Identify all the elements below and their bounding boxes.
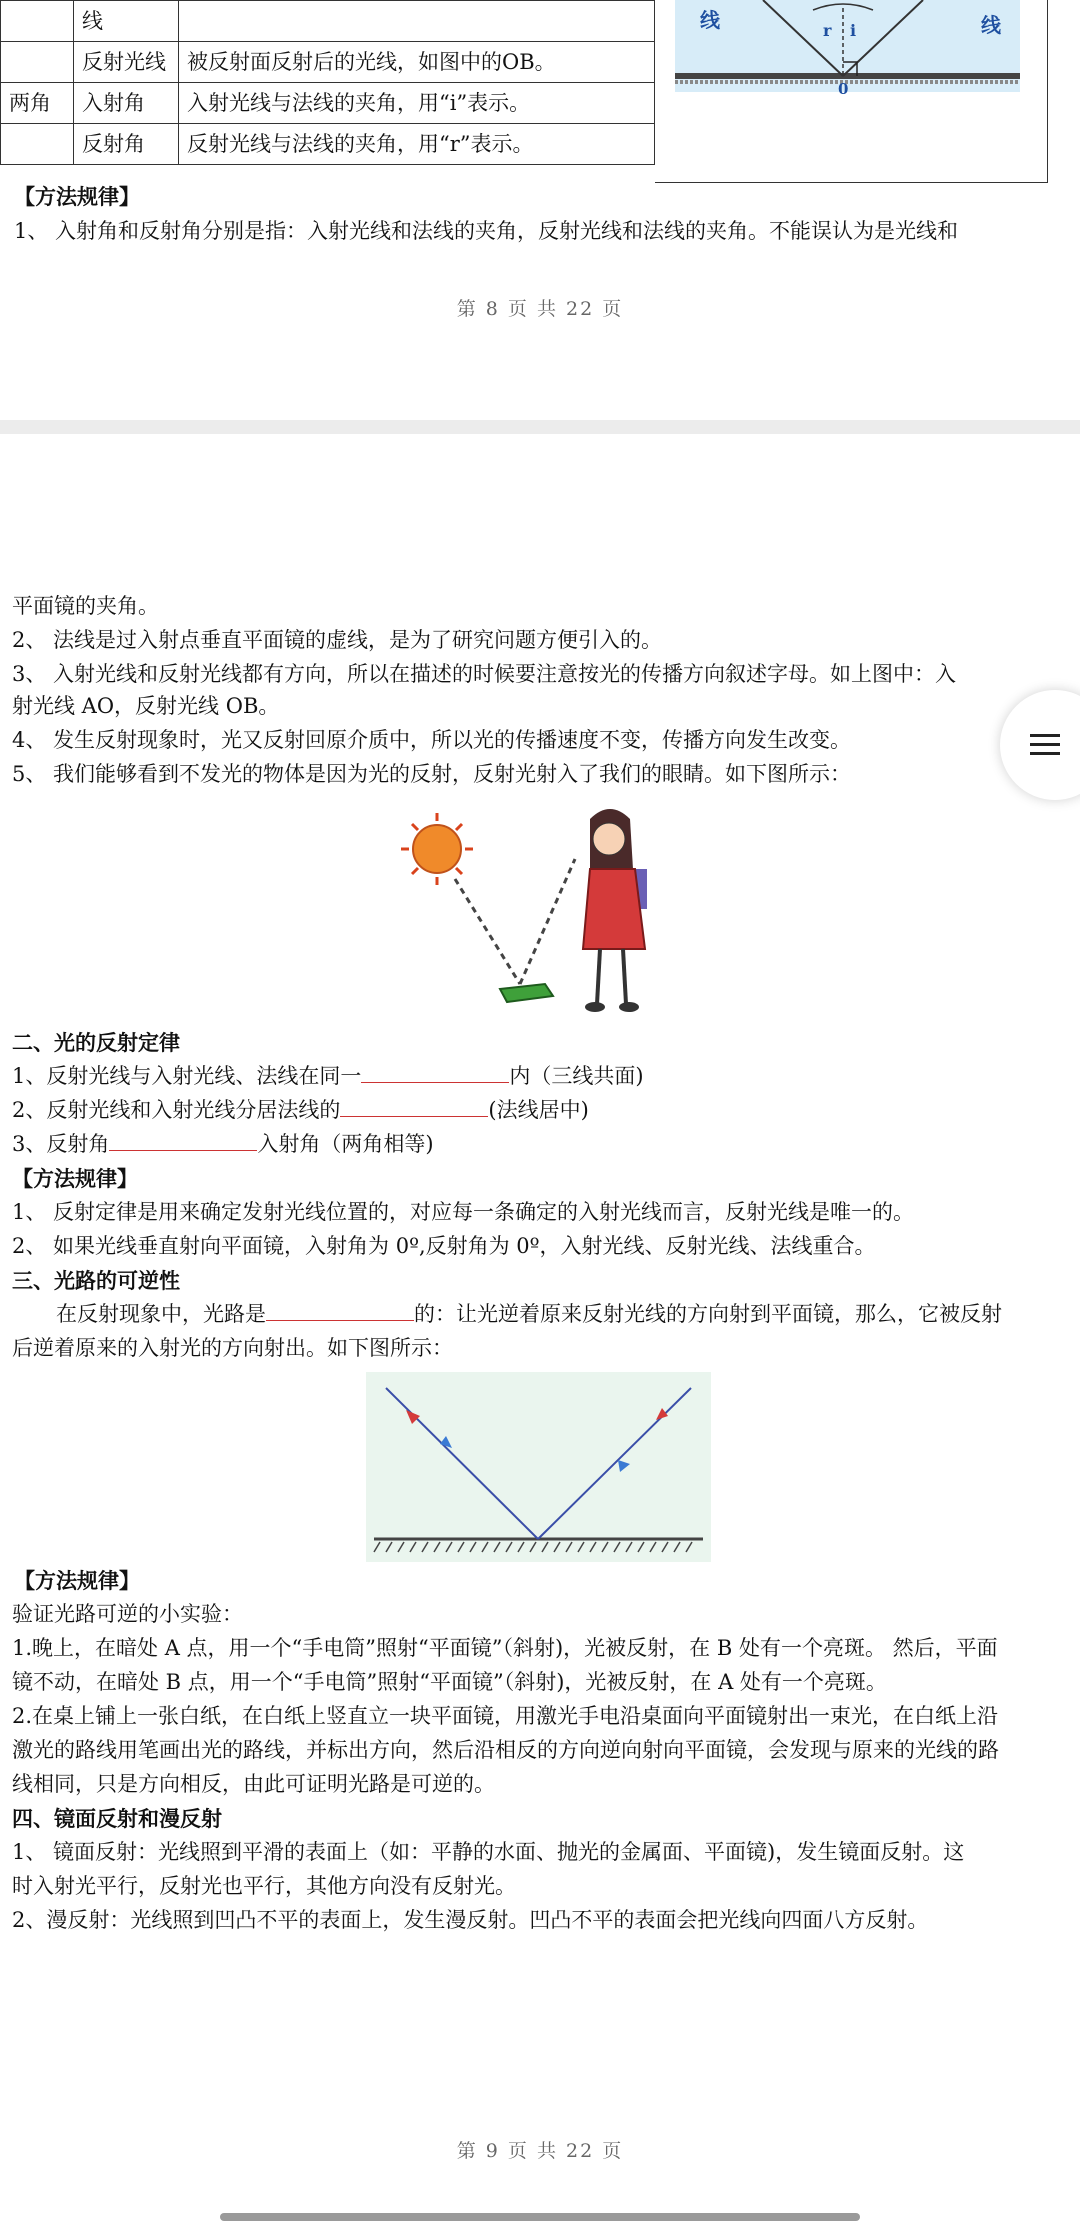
table-cell: 反射角 <box>74 124 179 165</box>
book-icon <box>500 984 553 1002</box>
reflection-terms-table <box>0 0 655 165</box>
diagram-label: i <box>850 21 857 40</box>
paragraph: 2、漫反射：光线照到凹凸不平的表面上，发生漫反射。凹凸不平的表面会把光线向四面八方反射。 <box>12 1908 929 1932</box>
fill-in-blank <box>340 1094 488 1117</box>
method-heading: 【方法规律】 <box>14 1568 140 1593</box>
page-gap <box>0 420 1080 434</box>
law-line <box>12 1060 644 1093</box>
reversible-path-diagram <box>366 1372 711 1562</box>
method-heading: 【方法规律】 <box>14 184 140 209</box>
paragraph: 1、 入射角和反射角分别是指：入射光线和法线的夹角，反射光线和法线的夹角。不能误认为是光线和 <box>14 219 959 243</box>
table-cell <box>179 1 655 42</box>
table-cell: 两角 <box>1 83 74 124</box>
paragraph: 2、 如果光线垂直射向平面镜，入射角为 0º,反射角为 0º，入射光线、反射光线、法线重合。 <box>12 1234 876 1258</box>
hamburger-menu-icon <box>1030 734 1060 756</box>
table-row <box>1 83 655 124</box>
paragraph: 后逆着原来的入射光的方向射出。如下图所示： <box>12 1336 453 1360</box>
table-cell <box>1 124 74 165</box>
home-indicator[interactable] <box>220 2213 860 2221</box>
paragraph: 线相同，只是方向相反，由此可证明光路是可逆的。 <box>12 1772 495 1796</box>
paragraph: 5、 我们能够看到不发光的物体是因为光的反射，反射光射入了我们的眼睛。如下图所示： <box>12 762 852 786</box>
paragraph: 4、 发生反射现象时，光又反射回原介质中，所以光的传播速度不变，传播方向发生改变。 <box>12 728 852 752</box>
section-heading: 二、光的反射定律 <box>12 1030 180 1055</box>
reflection-diagram-cell <box>655 0 1048 183</box>
paragraph: 3、 入射光线和反射光线都有方向，所以在描述的时候要注意按光的传播方向叙述字母。如上图中：入 <box>12 662 957 686</box>
paragraph: 1、 反射定律是用来确定发射光线位置的，对应每一条确定的入射光线而言，反射光线是唯一的。 <box>12 1200 915 1224</box>
law-text: 内（三线共面) <box>509 1064 644 1088</box>
page-footer: 第 8 页 共 22 页 <box>456 298 624 320</box>
paragraph: 1、 镜面反射：光线照到平滑的表面上（如：平静的水面、抛光的金属面、平面镜)，发生镜面反射。这 <box>12 1840 965 1864</box>
diagram-label: 线 <box>700 8 720 32</box>
para-text: 在反射现象中，光路是 <box>56 1302 266 1326</box>
table-row <box>1 1 655 42</box>
sun-icon <box>401 813 473 885</box>
law-text: 2、反射光线和入射光线分居法线的 <box>12 1098 341 1122</box>
reflection-angle-diagram <box>663 0 1033 95</box>
table-cell <box>1 42 74 83</box>
section-heading: 三、光路的可逆性 <box>12 1268 180 1293</box>
paragraph: 激光的路线用笔画出光的路线，并标出方向，然后沿相反的方向逆向射向平面镜，会发现与原来的光线的路 <box>12 1738 999 1762</box>
paragraph: 平面镜的夹角。 <box>12 594 159 618</box>
law-line <box>12 1094 589 1127</box>
diagram-label: 0 <box>838 80 849 95</box>
law-text: (法线居中) <box>488 1098 589 1122</box>
method-heading: 【方法规律】 <box>12 1166 138 1191</box>
paragraph: 射光线 AO，反射光线 OB。 <box>12 694 280 718</box>
paragraph: 镜不动，在暗处 B 点，用一个“手电筒”照射“平面镜”（斜射)，光被反射，在 A 处有一个亮斑。 <box>12 1670 887 1694</box>
sun-book-girl-illustration <box>395 799 685 1029</box>
fill-in-blank <box>361 1060 509 1083</box>
table-cell: 入射光线与法线的夹角，用“i”表示。 <box>179 83 655 124</box>
fill-in-blank <box>266 1298 414 1321</box>
paragraph <box>56 1298 1002 1331</box>
law-line <box>12 1128 434 1161</box>
para-text: 的：让光逆着原来反射光线的方向射到平面镜，那么，它被反射 <box>414 1302 1002 1326</box>
fill-in-blank <box>109 1128 257 1151</box>
table-cell: 入射角 <box>74 83 179 124</box>
section-heading: 四、镜面反射和漫反射 <box>12 1806 222 1831</box>
paragraph: 2、 法线是过入射点垂直平面镜的虚线，是为了研究问题方便引入的。 <box>12 628 663 652</box>
table-row <box>1 42 655 83</box>
girl-figure <box>583 809 647 1012</box>
paragraph: 1.晚上，在暗处 A 点，用一个“手电筒”照射“平面镜”（斜射)，光被反射，在 B 处有一个亮斑。 然后，平面 <box>12 1636 998 1660</box>
page-footer: 第 9 页 共 22 页 <box>456 2140 624 2162</box>
table-cell <box>1 1 74 42</box>
paragraph: 2.在桌上铺上一张白纸，在白纸上竖直立一块平面镜，用激光手电沿桌面向平面镜射出一束光，在白纸上沿 <box>12 1704 999 1728</box>
diagram-label: r <box>823 21 832 40</box>
law-text: 3、反射角 <box>12 1132 110 1156</box>
paragraph: 时入射光平行，反射光也平行，其他方向没有反射光。 <box>12 1874 516 1898</box>
law-text: 1、反射光线与入射光线、法线在同一 <box>12 1064 362 1088</box>
table-cell: 被反射面反射后的光线，如图中的OB。 <box>179 42 655 83</box>
table-cell: 反射光线 <box>74 42 179 83</box>
table-row <box>1 124 655 165</box>
diagram-label: 线 <box>981 13 1001 37</box>
table-cell: 反射光线与法线的夹角，用“r”表示。 <box>179 124 655 165</box>
table-cell: 线 <box>74 1 179 42</box>
document-page-9 <box>0 434 1080 2229</box>
law-text: 入射角（两角相等) <box>257 1132 434 1156</box>
paragraph: 验证光路可逆的小实验： <box>12 1602 243 1626</box>
document-page-8 <box>0 0 1080 420</box>
